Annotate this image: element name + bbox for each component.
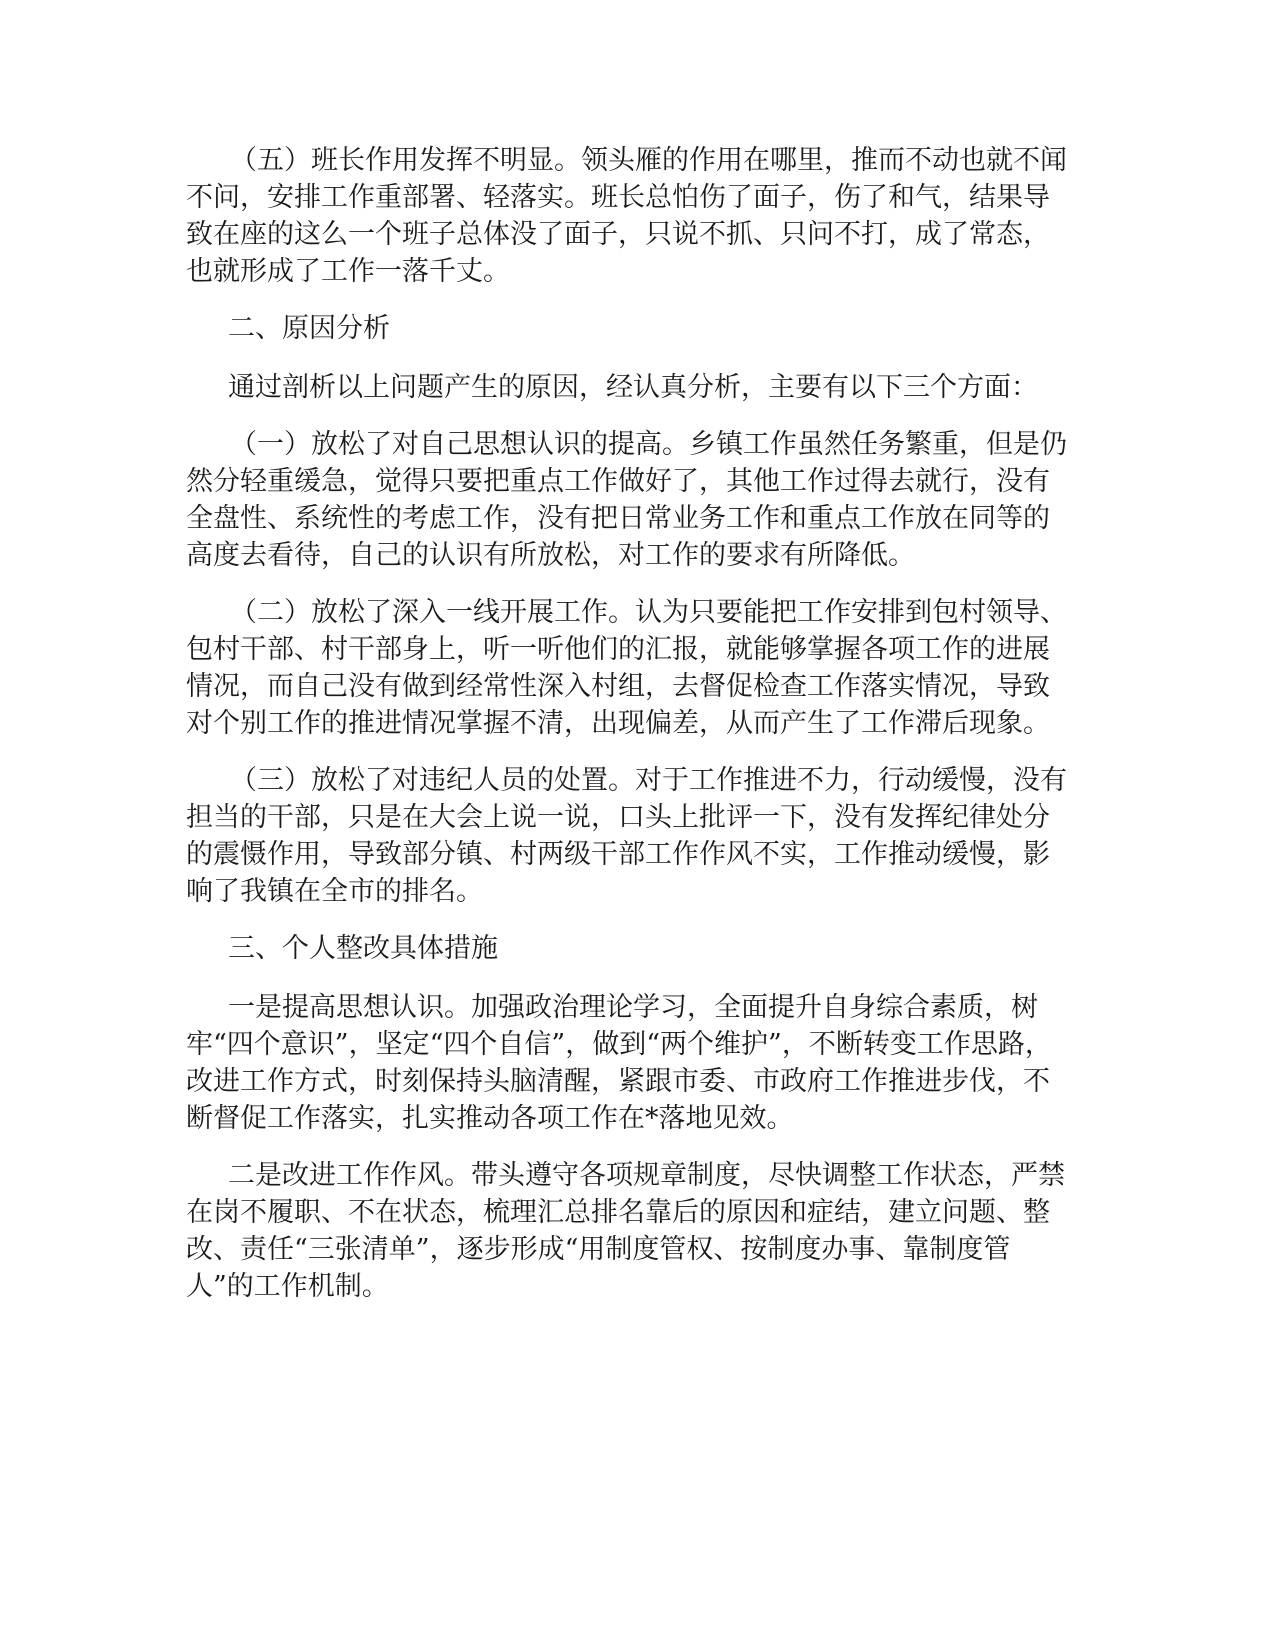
document-page xyxy=(186,142,1072,1325)
paragraph-analysis-intro: 通过剖析以上问题产生的原因，经认真分析，主要有以下三个方面： xyxy=(228,372,1038,403)
section-heading-cause-analysis: 二、原因分析 xyxy=(228,313,390,344)
paragraph-measure-2: 二是改进工作作风。带头遵守各项规章制度，尽快调整工作状态，严禁在岗不履职、不在状态，梳理汇总排名靠后的原因和症结，建立问题、整改、责任“三张清单”，逐步形成“用制度管权、按制度办事、靠制度管人”的工作机制。 xyxy=(186,1160,1065,1302)
section-heading-rectification-measures: 三、个人整改具体措施 xyxy=(228,933,498,964)
paragraph-cause-3: （三）放松了对违纪人员的处置。对于工作推进不力，行动缓慢，没有担当的干部，只是在大会上说一说，口头上批评一下，没有发挥纪律处分的震慑作用，导致部分镇、村两级干部工作作风不实，工作推动缓慢，影响了我镇在全市的排名。 xyxy=(186,765,1067,907)
paragraph-measure-1: 一是提高思想认识。加强政治理论学习，全面提升自身综合素质，树牢“四个意识”，坚定“四个自信”，做到“两个维护”，不断转变工作思路，改进工作方式，时刻保持头脑清醒，紧跟市委、市政府工作推进步伐，不断督促工作落实，扎实推动各项工作在*落地见效。 xyxy=(186,992,1052,1134)
paragraph-cause-2: （二）放松了深入一线开展工作。认为只要能把工作安排到包村领导、包村干部、村干部身上，听一听他们的汇报，就能够掌握各项工作的进展情况，而自己没有做到经常性深入村组，去督促检查工作落实情况，导致对个别工作的推进情况掌握不清，出现偏差，从而产生了工作滞后现象。 xyxy=(186,597,1067,739)
paragraph-class-monitor-role: （五）班长作用发挥不明显。领头雁的作用在哪里，推而不动也就不闻不问，安排工作重部署、轻落实。班长总怕伤了面子，伤了和气，结果导致在座的这么一个班子总体没了面子，只说不抓、只问不打，成了常态，也就形成了工作一落千丈。 xyxy=(186,145,1067,287)
paragraph-cause-1: （一）放松了对自己思想认识的提高。乡镇工作虽然任务繁重，但是仍然分轻重缓急，觉得只要把重点工作做好了，其他工作过得去就行，没有全盘性、系统性的考虑工作，没有把日常业务工作和重点工作放在同等的高度去看待，自己的认识有所放松，对工作的要求有所降低。 xyxy=(186,429,1067,571)
